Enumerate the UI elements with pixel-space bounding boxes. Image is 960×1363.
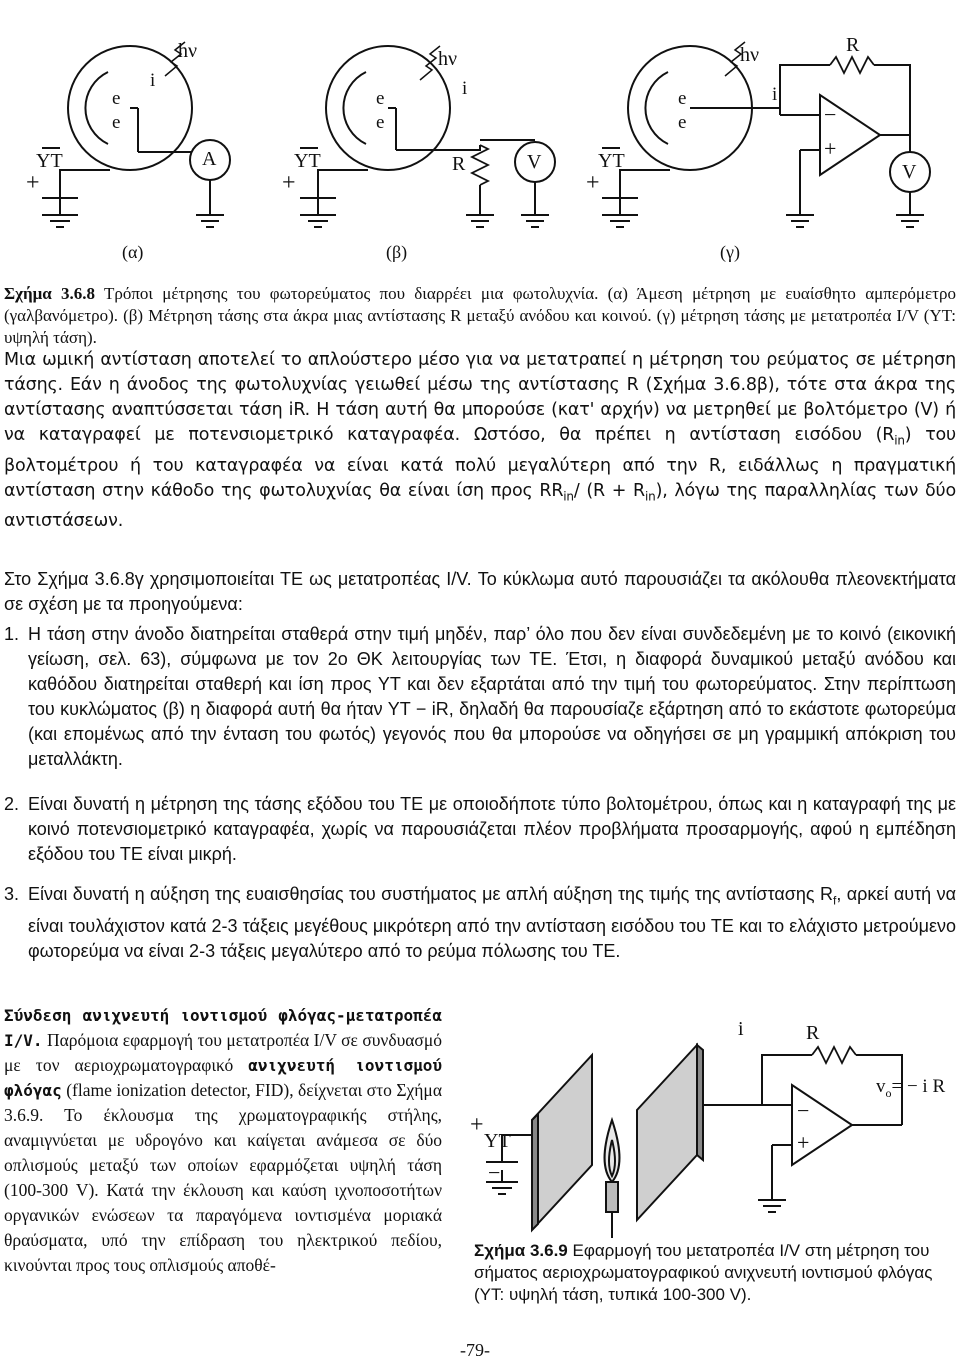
fid-output-equation: $v_o= - i$ R <box>876 1076 946 1100</box>
plus-label-b: + <box>282 170 296 196</box>
flame-icon <box>605 1120 620 1182</box>
fid-yt-minus: − <box>488 1160 501 1185</box>
yt-label-b: YT <box>294 150 321 172</box>
figure-3-6-9 <box>462 1010 956 1240</box>
panel-a-label: (α) <box>122 242 144 262</box>
panel-b-label: (β) <box>386 242 408 262</box>
resistor-label-b: R <box>452 153 466 175</box>
figure-caption-3-6-9 <box>474 1240 956 1306</box>
hv-label-a: hν <box>178 40 198 62</box>
voltmeter-label-c: V <box>902 161 917 183</box>
voltmeter-label-b: V <box>527 151 542 173</box>
list-item-number: 3. <box>4 884 20 904</box>
sidebar-heading: Σύνδεση ανιχνευτή ιοντισμού φλόγας-μετατροπέα I/V. <box>4 1006 442 1050</box>
ammeter-label: A <box>202 148 217 170</box>
i-label-c: i <box>772 84 778 105</box>
fid-opamp-minus: − <box>797 1098 810 1123</box>
phototube-a <box>42 42 230 227</box>
burner-jet <box>606 1182 618 1212</box>
resistor-label-c: R <box>846 34 860 56</box>
figure-3-6-8 <box>0 0 960 290</box>
sidebar-fid-paragraph: Σύνδεση ανιχνευτή ιοντισμού φλόγας-μετατροπέα I/V. Παρόμοια εφαρμογή του μετατροπέα I/V σε συνδυασμό με τον αεριοχρωματογραφικό ανιχνευτή ιοντισμού φλόγας (flame ionization detector, FID), δείχνεται στο Σχήμα 3.6.9. Το έκλουσμα της χρωματογραφικής στήλης, αναμιγνύεται με υδρογόνο και καίγεται ανάμεσα σε δύο οπλισμούς μεταξύ των οποίων εφαρμόζεται υψηλή τάση (100-300 V). Κατά την έκλουση και καύση ιχνοποσοτήτων οργανικών ενώσεων τα παραγόμενα ιοντισμένα μοριακά θραύσματα, υπό την επίδραση του ηλεκτρικού πεδίου, κινούνται προς τους οπλισμούς αποθέ- <box>4 1006 442 1275</box>
hv-label-b: hν <box>438 48 458 70</box>
page-number: -79- <box>460 1340 490 1360</box>
i-label-a: i <box>150 70 156 91</box>
e-label-a1: e <box>112 88 121 109</box>
fid-current-label: i <box>738 1018 744 1040</box>
fid-resistor-label: R <box>806 1022 820 1044</box>
list-item-number: 1. <box>4 624 20 644</box>
fid-yt-plus: + <box>470 1112 484 1138</box>
plus-label-c: + <box>586 170 600 196</box>
e-label-b1: e <box>376 88 385 109</box>
hv-label-c: hν <box>740 44 760 66</box>
caption-label: Σχήμα 3.6.8 <box>4 284 96 303</box>
yt-label-c: YT <box>598 150 625 172</box>
sidebar-term: ανιχνευτή ιοντισμού φλόγας <box>4 1056 442 1100</box>
left-electrode-plate <box>532 1055 592 1230</box>
list-item-text: Η τάση στην άνοδο διατηρείται σταθερά στην τιμή μηδέν, παρ’ όλο που δεν είναι συνδεδεμένη με το κοινό (εικονική γείωση, σελ. 63), σύμφωνα με τον 2ο ΘΚ λειτουργίας των ΤΕ. Έτσι, η διαφορά δυναμικού μεταξύ ανόδου και καθόδου διατηρείται σταθερή και ίση προς ΥΤ και δεν εξαρτάται από την τιμή του φωτορεύματος. Στην περίπτωση του κυκλώματος (β) η διαφορά αυτή θα ήταν ΥΤ − iR, δηλαδή θα παρουσίαζε εξάρτηση από το εκάστοτε φωτορεύμα (και επομένως από την ένταση του φωτός) γεγονός που θα μπορούσε να οδηγήσει σε μη γραμμική απόκριση του μεταλλάκτη. <box>28 624 956 769</box>
e-label-c1: e <box>678 88 687 109</box>
figure-caption-3-6-8 <box>4 283 956 349</box>
yt-label-a: YT <box>36 150 63 172</box>
paragraph-iv-converter: Στο Σχήμα 3.6.8γ χρησιμοποιείται ΤΕ ως μετατροπέας I/V. Το κύκλωμα αυτό παρουσιάζει τα ακόλουθα πλεονεκτήματα σε σχέση με τα προηγούμενα: <box>4 569 956 614</box>
fid-yt-label: YT <box>484 1130 511 1152</box>
caption2-text: Εφαρμογή του μετατροπέα I/V στη μέτρηση του σήματος αεριοχρωματογραφικού ανιχνευτή ιοντισμού φλόγας (ΥΤ: υψηλή τάση, τυπικά 100-300 V). <box>474 1241 933 1304</box>
paragraph-ohmic-resistance: Μια ωμική αντίσταση αποτελεί το απλούστερο μέσο για να μετατραπεί η μέτρηση του ρεύματος σε μέτρηση τάσης. Εάν η άνοδος της φωτολυχνίας γειωθεί μέσω της αντίστασης R (Σχήμα 3.6.8β), τότε στα άκρα της αντίστασης αναπτύσσεται τάση iR. Η τάση αυτή θα μπορούσε (κατ' αρχήν) να μετρηθεί με βολτόμετρο (V) ή να καταγραφεί με ποτενσιομετρικό καταγραφέα. Ωστόσο, θα πρέπει η αντίσταση εισόδου $(R_{in})$ του βολτομέτρου ή του καταγραφέα να είναι κατά πολύ μεγαλύτερη από την R, ειδάλλως η πραγματική αντίσταση στην κάθοδο της φωτολυχνίας θα είναι ίση προς $RR_{in}/$ $(R + R_{in})$, λόγω της παραλληλίας των δύο αντιστάσεων. <box>4 350 956 531</box>
opamp-minus-c: − <box>824 102 837 127</box>
e-label-b2: e <box>376 112 385 133</box>
list-item-text: Είναι δυνατή η μέτρηση της τάσης εξόδου του ΤΕ με οποιοδήποτε τύπο βολτομέτρου, όπως και η καταγραφή της με κοινό ποτενσιομετρικό καταγραφέα, χωρίς να παρουσιάζεται πλέον προβλήματα προσαρμογής, αφού η εμπέδηση εξόδου του ΤΕ είναι μικρή. <box>28 794 956 864</box>
opamp-plus-c: + <box>824 136 837 161</box>
e-label-c2: e <box>678 112 687 133</box>
plus-label-a: + <box>26 170 40 196</box>
caption2-label: Σχήμα 3.6.9 <box>474 1241 568 1260</box>
right-electrode-plate <box>637 1045 697 1220</box>
phototube-c <box>602 42 930 227</box>
list-item-3 <box>4 882 956 964</box>
list-item-2 <box>4 792 956 867</box>
fid-opamp-plus: + <box>797 1130 810 1155</box>
phototube-b <box>300 46 555 227</box>
i-label-b: i <box>462 78 468 99</box>
list-item-text: Είναι δυνατή η αύξηση της ευαισθησίας του συστήματος με απλή αύξηση της τιμής της αντίστασης $R_f$, αρκεί αυτή να είναι τουλάχιστον κατά 2-3 τάξεις μεγέθους μικρότερη από την αντίσταση εισόδου του ΤΕ και το ελάχιστο μετρούμενο φωτορεύμα να είναι 2-3 τάξεις μεγαλύτερο από το ρεύμα πόλωσης του ΤΕ. <box>28 884 956 961</box>
panel-c-label: (γ) <box>720 242 740 262</box>
list-item-number: 2. <box>4 794 20 814</box>
list-item-1 <box>4 622 956 772</box>
e-label-a2: e <box>112 112 121 133</box>
caption-text: Τρόποι μέτρησης του φωτορεύματος που διαρρέει μια φωτολυχνία. (α) Άμεση μέτρηση με ευαίσθητο αμπερόμετρο (γαλβανόμετρο). (β) Μέτρηση τάσης στα άκρα μιας αντίστασης R μεταξύ ανόδου και κοινού. (γ) μέτρηση τάσης με μετατροπέα I/V (ΥΤ: υψηλή τάση). <box>4 284 956 347</box>
